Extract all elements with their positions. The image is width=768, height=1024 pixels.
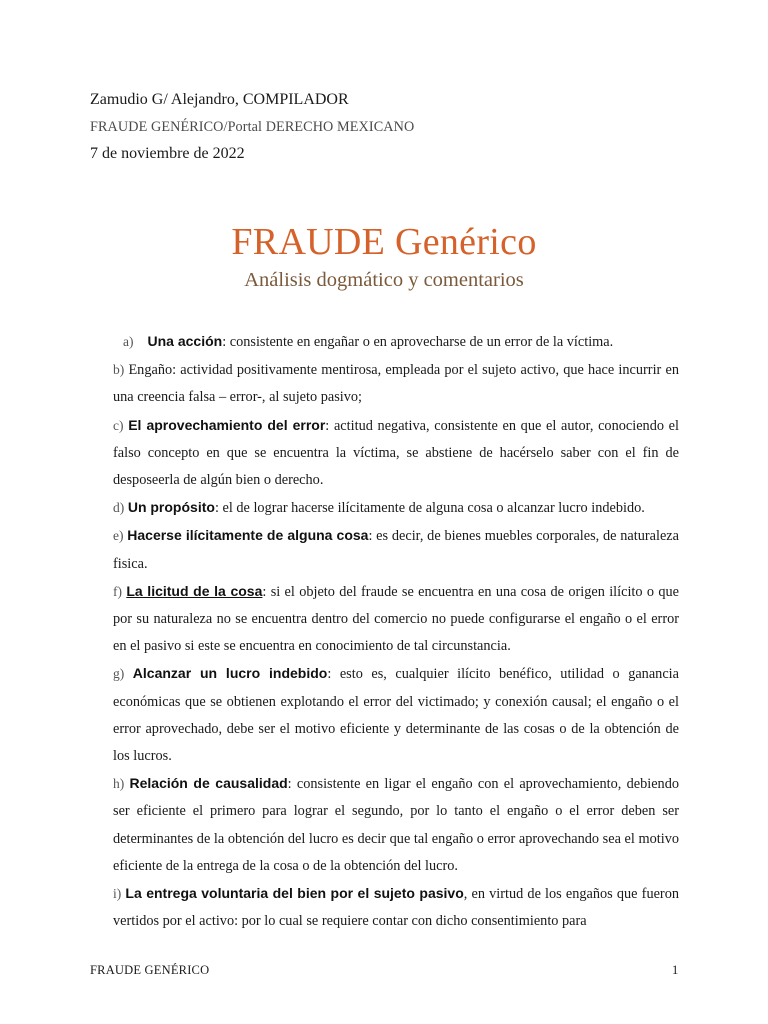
list-item-i bbox=[113, 880, 679, 935]
item-marker: g) bbox=[113, 666, 125, 682]
document-subtitle: Análisis dogmático y comentarios bbox=[244, 269, 524, 291]
item-keyword: Hacerse ilícitamente de alguna cosa bbox=[127, 527, 369, 544]
item-marker: d) bbox=[113, 500, 125, 516]
list-item-d bbox=[113, 494, 679, 522]
list-item-c bbox=[113, 412, 679, 495]
item-marker: e) bbox=[113, 528, 124, 544]
item-keyword: Alcanzar un lucro indebido bbox=[132, 665, 328, 682]
item-text: : actitud negativa, consistente en que el autor, conociendo el falso concepto en que se encuentra la víctima, se abstiene de hacérselo saber con el fin de desposeerla de algún bien o derecho. bbox=[113, 417, 679, 489]
list-item-f bbox=[113, 578, 679, 661]
item-marker: a) bbox=[123, 334, 134, 349]
item-keyword: Relación de causalidad bbox=[129, 775, 288, 792]
item-marker: b) bbox=[113, 362, 125, 378]
item-text: Engaño: actividad positivamente mentirosa, empleada por el sujeto activo, que hace incurrir en una creencia falsa – error-, al sujeto pasivo; bbox=[113, 362, 679, 406]
document-title: FRAUDE Genérico bbox=[231, 221, 537, 263]
item-keyword: La entrega voluntaria del bien por el sujeto pasivo bbox=[125, 885, 464, 902]
footer-title: FRAUDE GENÉRICO bbox=[90, 963, 210, 977]
page-number: 1 bbox=[672, 963, 679, 977]
item-marker: c) bbox=[113, 417, 124, 433]
list-item-e bbox=[113, 522, 679, 577]
item-text: : esto es, cualquier ilícito benéfico, utilidad o ganancia económicas que se obtienen explotando el error del victimado; y conexión causal; el engaño o el error aprovechado, debe ser el motivo eficiente y determinante de las cosas o de la obtención de los lucros. bbox=[113, 666, 679, 765]
item-text: , en virtud de los engaños que fueron vertidos por el activo: por lo cual se requiere contar con dicho consentimiento para bbox=[113, 886, 679, 930]
item-text: : consistente en ligar el engaño con el aprovechamiento, debiendo ser eficiente el primero para lograr el segundo, por lo tanto el engaño o el error deben ser determinantes de la obtención del lucro es decir que tal engaño o error aprovechando sea el motivo eficiente de la entrega de la cosa o de la obtención del lucro. bbox=[113, 776, 679, 874]
list-item-a bbox=[113, 328, 679, 356]
list-item-h bbox=[113, 770, 679, 880]
list-item-b bbox=[113, 356, 679, 411]
header-author: Zamudio G/ Alejandro, COMPILADOR bbox=[90, 91, 349, 108]
item-text: : si el objeto del fraude se encuentra en una cosa de origen ilícito o que por su naturaleza no se encuentra dentro del comercio no puede configurarse el engaño o el error en el pasivo si este se encuentra en conocimiento de tal circunstancia. bbox=[113, 583, 680, 655]
document-body bbox=[113, 328, 679, 935]
item-keyword: La licitud de la cosa bbox=[126, 582, 263, 599]
header-subtitle: FRAUDE GENÉRICO/Portal DERECHO MEXICANO bbox=[90, 119, 415, 135]
item-text: : consistente en engañar o en aprovecharse de un error de la víctima. bbox=[222, 334, 614, 350]
item-marker: h) bbox=[113, 776, 125, 792]
item-keyword: El aprovechamiento del error bbox=[128, 416, 326, 433]
item-keyword: Un propósito bbox=[127, 499, 215, 516]
item-keyword: Una acción bbox=[147, 333, 223, 349]
header-date: 7 de noviembre de 2022 bbox=[90, 145, 245, 162]
item-marker: f) bbox=[113, 583, 122, 599]
item-text: : el de lograr hacerse ilícitamente de alguna cosa o alcanzar lucro indebido. bbox=[214, 500, 645, 517]
list-item-g bbox=[113, 660, 679, 770]
item-marker: i) bbox=[113, 886, 122, 902]
item-text: : es decir, de bienes muebles corporales, de naturaleza fisica. bbox=[113, 528, 679, 572]
